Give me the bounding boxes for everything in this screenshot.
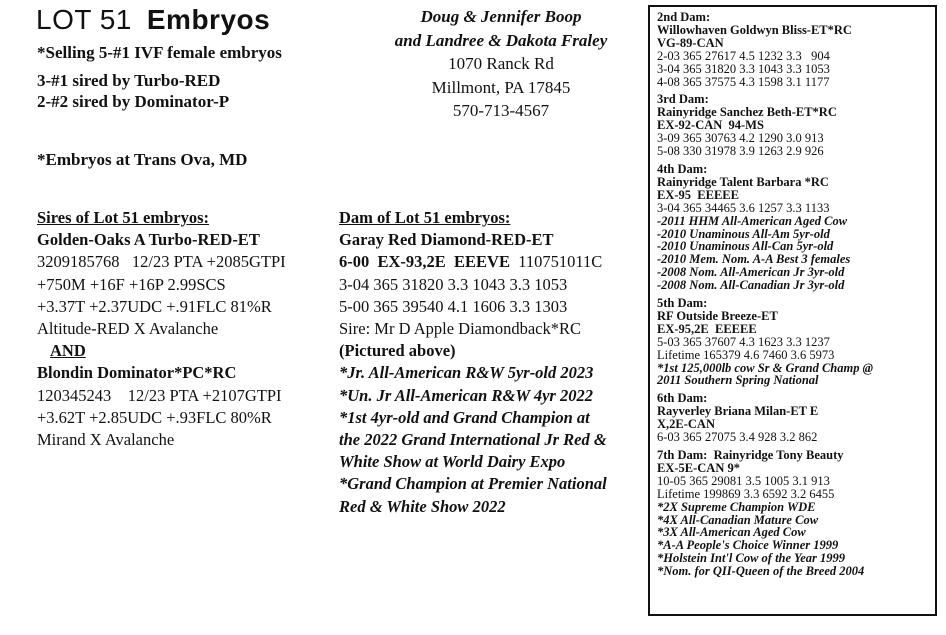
owner-phone: 570-713-4567: [452, 101, 550, 120]
dam-award: White Show at World Dairy Expo: [339, 452, 566, 472]
dam-award: *Grand Champion at Premier National: [339, 474, 607, 494]
lot-number: LOT 51: [36, 4, 132, 35]
dam-award: Red & White Show 2022: [339, 496, 506, 516]
and-divider: AND: [50, 341, 86, 361]
dam-label: 6th Dam:: [657, 391, 708, 406]
dam-name: Rainyridge Tony Beauty: [713, 448, 844, 462]
dam-section: [339, 207, 644, 518]
dam-label: 5th Dam:: [657, 296, 708, 311]
dam-award: *A-A People's Choice Winner 1999: [657, 538, 839, 553]
sire2-line: 120345243 12/23 PTA +2107GTPI: [37, 385, 282, 405]
dam-record: 3-04 365 31820 3.3 1043 3.3 1053: [657, 61, 830, 76]
dam-award: *Un. Jr All-American R&W 4yr 2022: [339, 385, 593, 405]
dam-label: 7th Dam:: [657, 448, 708, 462]
dam-award: *3X All-American Aged Cow: [657, 525, 806, 540]
dam-award: *Jr. All-American R&W 5yr-old 2023: [339, 363, 594, 383]
dam-class: EX-95,2E EEEEE: [657, 321, 757, 336]
dam-award: -2011 HHM All-American Aged Cow: [657, 213, 848, 228]
selling-line: *Selling 5-#1 IVF female embryos: [37, 43, 282, 62]
owner-address: 1070 Ranck Rd: [448, 54, 554, 73]
dam-label: 2nd Dam:: [657, 10, 711, 24]
dam-name: Rainyridge Talent Barbara *RC: [657, 174, 829, 189]
pedigree-3rd-dam: [657, 93, 928, 158]
owner-names-2: and Landree & Dakota Fraley: [394, 30, 608, 50]
dam-class: VG-89-CAN: [657, 35, 724, 50]
pedigree-box: [648, 5, 937, 616]
sire1-name: Golden-Oaks A Turbo-RED-ET: [37, 230, 260, 250]
dam-class: EX-95 EEEEE: [657, 187, 739, 202]
dam-name: Rainyridge Sanchez Beth-ET*RC: [657, 105, 837, 120]
dam-award: *2X Supreme Champion WDE: [657, 499, 816, 514]
dam-award: -2008 Nom. All-American Jr 3yr-old: [657, 265, 845, 280]
dam-award: -2010 Unaminous All-Can 5yr-old: [657, 239, 834, 254]
pedigree-6th-dam: [657, 392, 928, 444]
dam-classification: [339, 251, 644, 273]
dam-award: *Nom. for QII-Queen of the Breed 2004: [657, 564, 865, 579]
dam-sire: Sire: Mr D Apple Diamondback*RC: [339, 319, 581, 339]
embryo-location: *Embryos at Trans Ova, MD: [37, 150, 248, 169]
dam-class: EX-5E-CAN 9*: [657, 460, 740, 475]
dam-record: 4-08 365 37575 4.3 1598 3.1 1177: [657, 74, 830, 89]
sire2-line: Mirand X Avalanche: [37, 430, 175, 450]
sire2-line: +3.62T +2.85UDC +.93FLC 80%R: [37, 407, 272, 427]
dam-award: -2008 Nom. All-Canadian Jr 3yr-old: [657, 278, 845, 293]
dam-7-heading: [657, 449, 928, 462]
dam-record: 5-03 365 37607 4.3 1623 3.3 1237: [657, 334, 830, 349]
pedigree-5th-dam: [657, 297, 928, 387]
dam-name: Willowhaven Goldwyn Bliss-ET*RC: [657, 22, 852, 37]
dam-record: 3-04 365 31820 3.3 1043 3.3 1053: [339, 274, 568, 294]
sire1-line: Altitude-RED X Avalanche: [37, 319, 219, 339]
sired-line-2: 2-#2 sired by Dominator-P: [37, 92, 230, 111]
sired-line-1: 3-#1 sired by Turbo-RED: [37, 71, 221, 90]
dam-record: 2-03 365 27617 4.5 1232 3.3 904: [657, 48, 830, 63]
pedigree-7th-dam: [657, 449, 928, 578]
dam-heading: Dam of Lot 51 embryos:: [339, 208, 511, 227]
sire1-line: 3209185768 12/23 PTA +2085GTPI: [37, 252, 286, 272]
dam-award: *1st 4yr-old and Grand Champion at: [339, 407, 590, 427]
dam-pictured: (Pictured above): [339, 341, 456, 361]
owner-city: Millmont, PA 17845: [431, 77, 571, 97]
dam-record: 5-00 365 39540 4.1 1606 3.3 1303: [339, 296, 568, 316]
dam-award: *4X All-Canadian Mature Cow: [657, 512, 819, 527]
dam-award: *1st 125,000lb cow Sr & Grand Champ @: [657, 360, 873, 375]
sire1-line: +750M +16F +16P 2.99SCS: [37, 274, 226, 294]
pedigree-4th-dam: [657, 163, 928, 292]
dam-class: EX-92-CAN 94-MS: [657, 118, 764, 133]
dam-label: 4th Dam:: [657, 161, 708, 176]
lot-title-embryos: Embryos: [146, 4, 271, 35]
sire1-line: +3.37T +2.37UDC +.91FLC 81%R: [37, 296, 272, 316]
pedigree-2nd-dam: [657, 11, 928, 88]
dam-name: Garay Red Diamond-RED-ET: [339, 230, 554, 250]
dam-registration: 110751011C: [509, 252, 603, 272]
dam-record: Lifetime 165379 4.6 7460 3.6 5973: [657, 347, 835, 362]
dam-name: RF Outside Breeze-ET: [657, 308, 778, 323]
sires-section: [37, 207, 337, 451]
dam-award: -2010 Mem. Nom. A-A Best 3 females: [657, 252, 851, 267]
lot-title: [36, 4, 270, 37]
dam-record: 3-04 365 34465 3.6 1257 3.3 1133: [657, 200, 830, 215]
dam-record: 6-03 365 27075 3.4 928 3.2 862: [657, 430, 818, 445]
dam-award: 2011 Southern Spring National: [657, 373, 819, 388]
dam-record: 5-08 330 31978 3.9 1263 2.9 926: [657, 144, 824, 159]
owner-names-1: Doug & Jennifer Boop: [420, 7, 582, 26]
dam-award: the 2022 Grand International Jr Red &: [339, 430, 607, 450]
dam-class: X,2E-CAN: [657, 417, 715, 432]
sire2-name: Blondin Dominator*PC*RC: [37, 363, 237, 383]
dam-record: 10-05 365 29081 3.5 1005 3.1 913: [657, 473, 830, 488]
dam-name: Rayverley Briana Milan-ET E: [657, 404, 819, 419]
owner-block: [360, 5, 642, 123]
dam-class: 6-00 EX-93,2E EEEVE: [339, 252, 510, 272]
dam-award: *Holstein Int'l Cow of the Year 1999: [657, 551, 845, 566]
sires-heading: Sires of Lot 51 embryos:: [37, 208, 210, 227]
dam-record: 3-09 365 30763 4.2 1290 3.0 913: [657, 131, 824, 146]
dam-label: 3rd Dam:: [657, 92, 709, 107]
dam-record: Lifetime 199869 3.3 6592 3.2 6455: [657, 486, 835, 501]
dam-award: -2010 Unaminous All-Am 5yr-old: [657, 226, 830, 241]
